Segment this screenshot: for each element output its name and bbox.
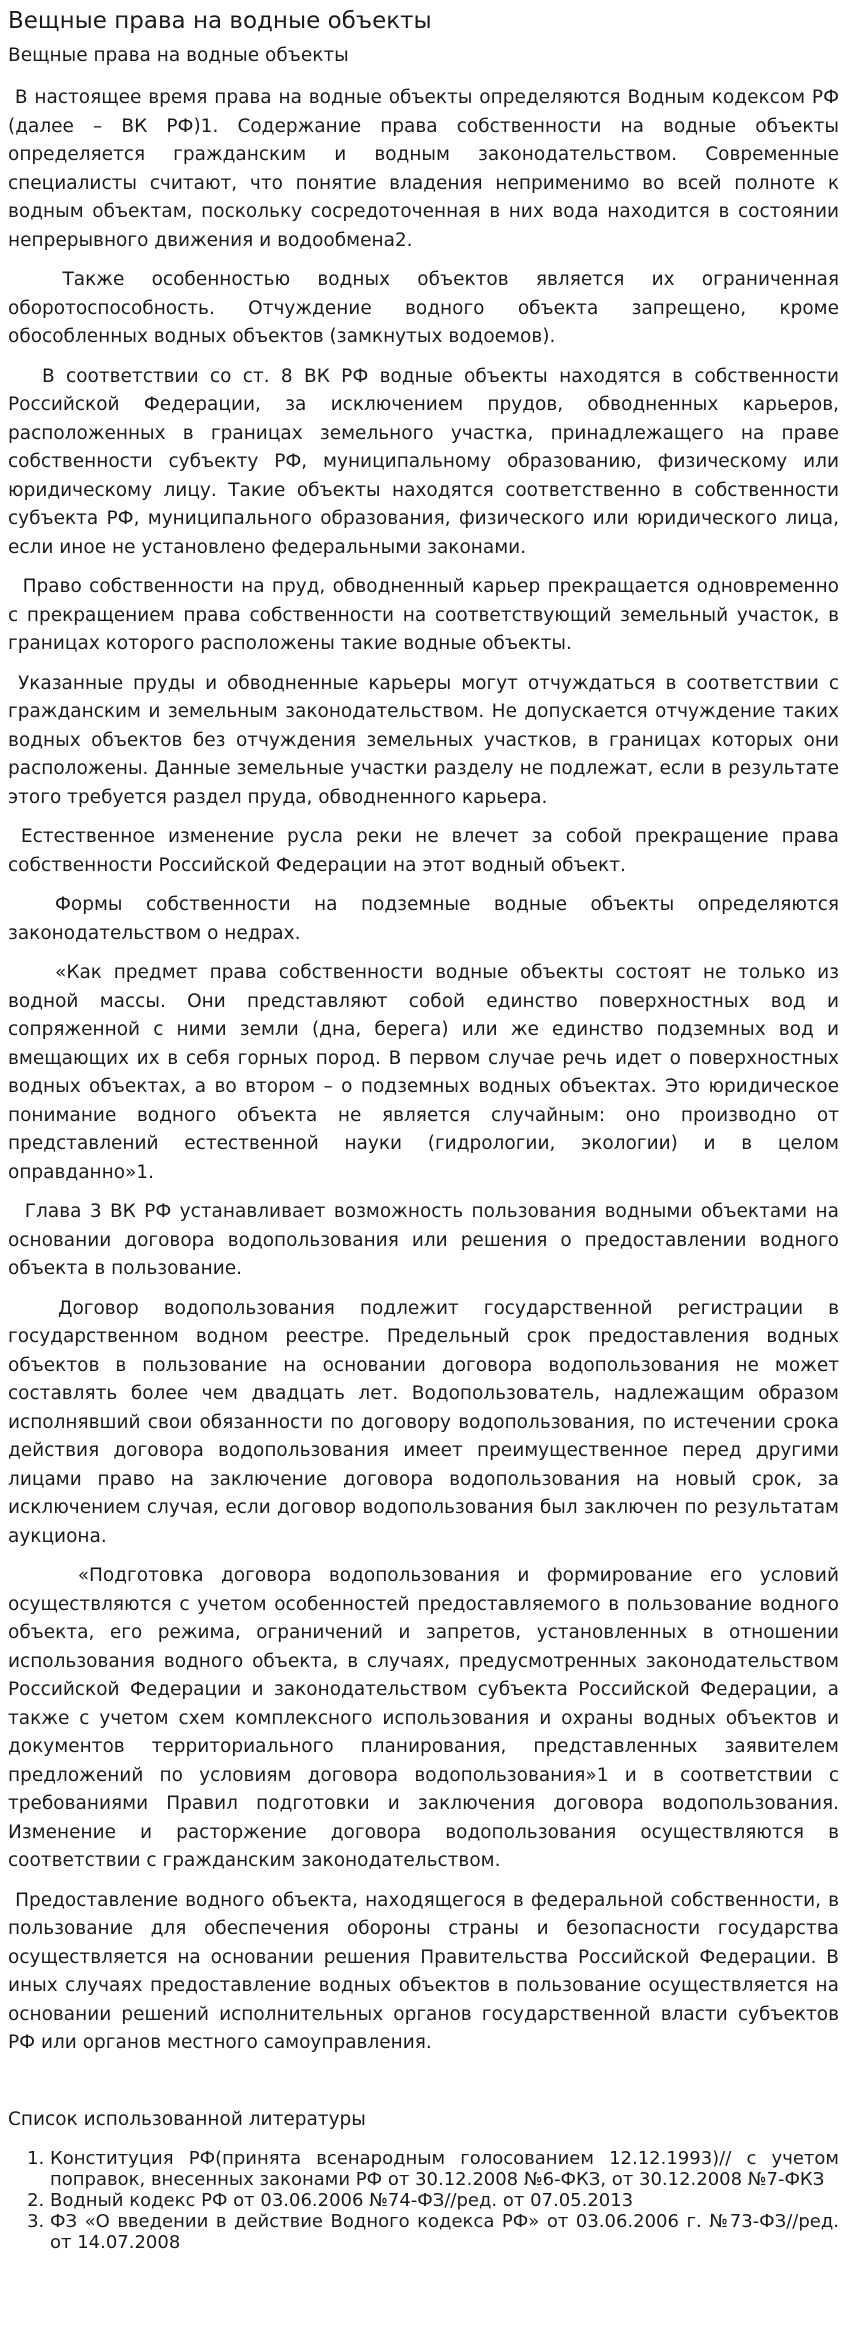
- bibliography-heading: Список использованной литературы: [8, 2108, 366, 2130]
- bibliography-item: 1. Конституция РФ(принята всенародным голосованием 12.12.1993)// с учетом поправок, внесенных законами РФ от 30.12.2008 №6-ФКЗ, от 30.12.2008 №7-ФКЗ: [50, 2148, 839, 2190]
- paragraph: Естественное изменение русла реки не влечет за собой прекращение права собственности Российской Федерации на этот водный объект.: [8, 826, 839, 876]
- document-body: [8, 84, 839, 2058]
- bibliography-section: [8, 2106, 839, 2253]
- paragraph: В настоящее время права на водные объекты определяются Водным кодексом РФ (далее – ВК РФ)1. Содержание права собственности на водные объекты определяется гражданским и водным законодательством. Современные специалисты считают, что понятие владения неприменимо во всей полноте к водным объектам, поскольку сосредоточенная в них вода находится в состоянии непрерывного движения и водообмена2.: [8, 87, 839, 251]
- paragraph: Указанные пруды и обводненные карьеры могут отчуждаться в соответствии с гражданским и земельным законодательством. Не допускается отчуждение таких водных объектов без отчуждения земельных участков, в границах которых они расположены. Данные земельные участки разделу не подлежат, если в результате этого требуется раздел пруда, обводненного карьера.: [8, 672, 839, 808]
- document-title: Вещные права на водные объекты: [8, 8, 432, 34]
- paragraph: «Подготовка договора водопользования и формирование его условий осуществляются с учетом особенностей предоставляемого в пользование водного объекта, его режима, ограничений и запретов, установленных в отношении использования водного объекта, в случаях, предусмотренных законодательством Российской Федерации и законодательством субъекта Российской Федерации, а также с учетом схем комплексного использования и охраны водных объектов и документов территориального планирования, представленных заявителем предложений по условиям договора водопользования»1 и в соответствии с требованиями Правил подготовки и заключения договора водопользования. Изменение и расторжение договора водопользования осуществляются в соответствии с гражданским законодательством.: [8, 1565, 839, 1871]
- paragraph: Право собственности на пруд, обводненный карьер прекращается одновременно с прекращением права собственности на соответствующий земельный участок, в границах которого расположены такие водные объекты.: [8, 576, 839, 654]
- bibliography-item: 2. Водный кодекс РФ от 03.06.2006 №74-ФЗ//ред. от 07.05.2013: [50, 2190, 839, 2211]
- bibliography-item: 3. ФЗ «О введении в действие Водного кодекса РФ» от 03.06.2006 г. №73-ФЗ//ред. от 14.07.2008: [50, 2211, 839, 2253]
- paragraph: Формы собственности на подземные водные объекты определяются законодательством о недрах.: [8, 894, 839, 944]
- paragraph: «Как предмет права собственности водные объекты состоят не только из водной массы. Они представляют собой единство поверхностных вод и сопряженной с ними земли (дна, берега) или же единство подземных вод и вмещающих их в себя горных пород. В первом случае речь идет о поверхностных водных объектах, а во втором – о подземных водных объектах. Это юридическое понимание водного объекта не является случайным: оно производно от представлений естественной науки (гидрологии, экологии) и в целом оправданно»1.: [8, 962, 839, 1183]
- paragraph: Предоставление водного объекта, находящегося в федеральной собственности, в пользование для обеспечения обороны страны и безопасности государства осуществляется на основании решения Правительства Российской Федерации. В иных случаях предоставление водных объектов в пользование осуществляется на основании решений исполнительных органов государственной власти субъектов РФ или органов местного самоуправления.: [8, 1889, 839, 2053]
- paragraph: В соответствии со ст. 8 ВК РФ водные объекты находятся в собственности Российской Федерации, за исключением прудов, обводненных карьеров, расположенных в границах земельного участка, принадлежащего на праве собственности субъекту РФ, муниципальному образованию, физическому или юридическому лицу. Такие объекты находятся соответственно в собственности субъекта РФ, муниципального образования, физического или юридического лица, если иное не установлено федеральными законами.: [8, 365, 839, 558]
- paragraph: Глава 3 ВК РФ устанавливает возможность пользования водными объектами на основании договора водопользования или решения о предоставлении водного объекта в пользование.: [8, 1201, 839, 1279]
- document-subtitle: Вещные права на водные объекты: [8, 45, 349, 66]
- paragraph: Также особенностью водных объектов является их ограниченная оборотоспособность. Отчуждение водного объекта запрещено, кроме обособленных водных объектов (замкнутых водоемов).: [8, 269, 839, 347]
- bibliography-list: [8, 2148, 839, 2253]
- paragraph: Договор водопользования подлежит государственной регистрации в государственном водном реестре. Предельный срок предоставления водных объектов в пользование на основании договора водопользования не может составлять более чем двадцать лет. Водопользователь, надлежащим образом исполнявший свои обязанности по договору водопользования, по истечении срока действия договора водопользования имеет преимущественное перед другими лицами право на заключение договора водопользования на новый срок, за исключением случая, если договор водопользования был заключен по результатам аукциона.: [8, 1297, 839, 1547]
